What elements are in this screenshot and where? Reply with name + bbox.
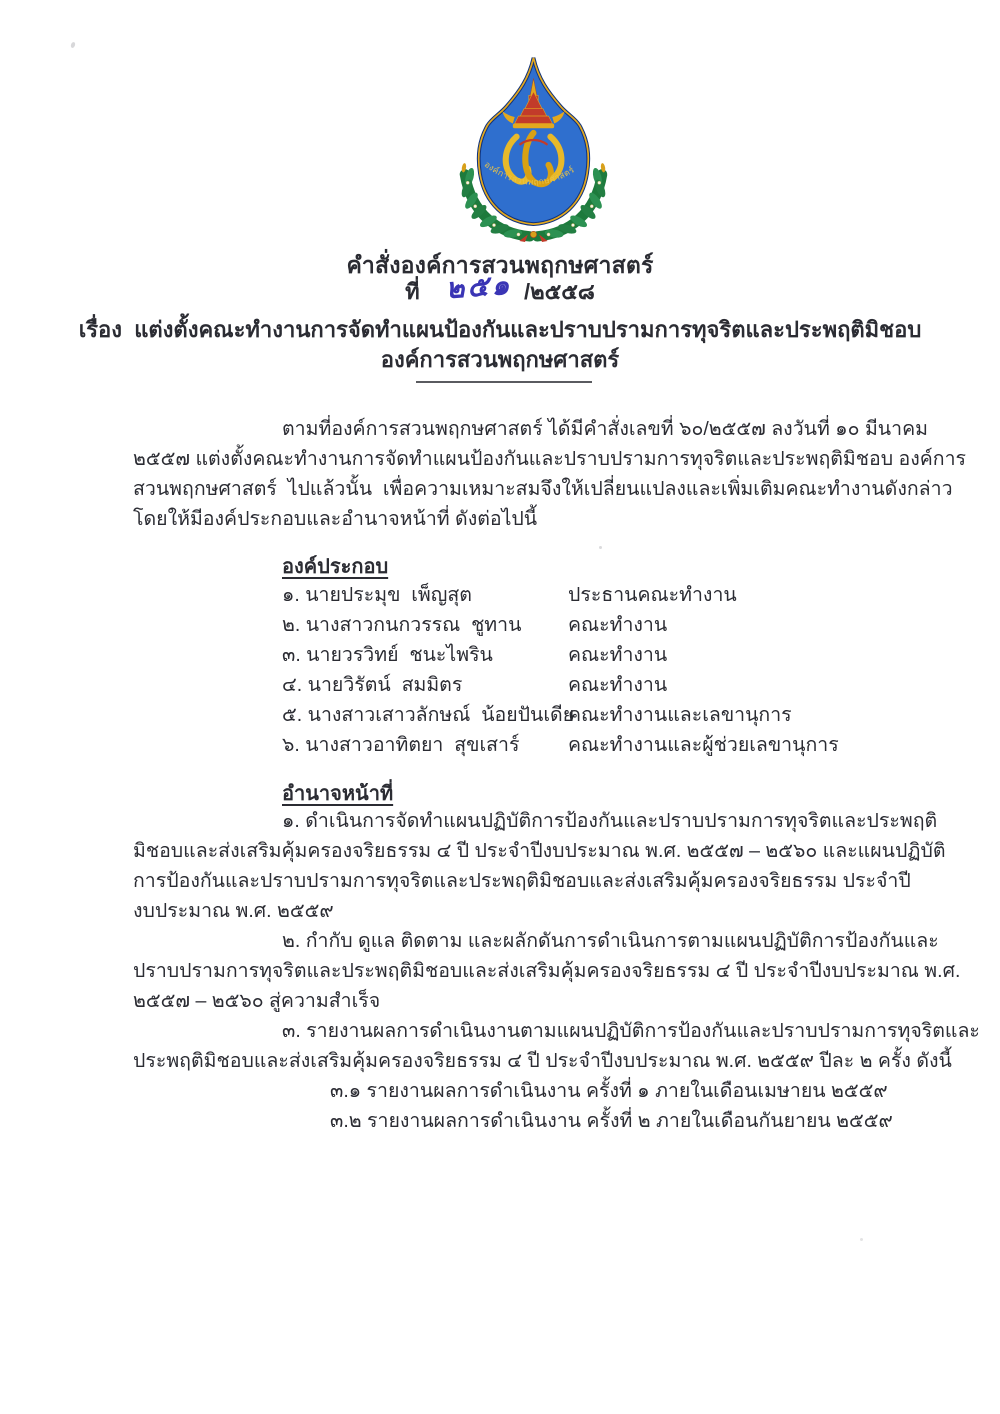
member-role: คณะทำงาน (568, 644, 668, 666)
scan-speck (860, 1238, 863, 1241)
subject-line-2: องค์การสวนพฤกษศาสตร์ (380, 347, 620, 372)
member-row (282, 610, 839, 640)
duty-line: ๓.๑ รายงานผลการดำเนินงาน ครั้งที่ ๑ ภายในเดือนเมษายน ๒๕๕๙ (330, 1080, 888, 1102)
member-row (282, 580, 839, 610)
duty-line: ๑. ดำเนินการจัดทำแผนปฏิบัติการป้องกันและปราบปรามการทุจริตและประพฤติ (282, 810, 938, 832)
divider-rule (416, 381, 592, 383)
member-name: ๑. นายประมุข เพ็ญสุต (282, 584, 472, 606)
duty-line: ๓.๒ รายงานผลการดำเนินงาน ครั้งที่ ๒ ภายในเดือนกันยายน ๒๕๕๙ (330, 1110, 893, 1132)
duty-line: การป้องกันและปราบปรามการทุจริตและประพฤติมิชอบและส่งเสริมคุ้มครองจริยธรรม ประจำปี (133, 870, 911, 892)
org-seal (430, 54, 637, 242)
member-row (282, 670, 839, 700)
duty-line: ๒๕๕๗ – ๒๕๖๐ สู่ความสำเร็จ (133, 990, 381, 1012)
member-name: ๒. นางสาวกนกวรรณ ชูทาน (282, 614, 522, 636)
member-row (282, 730, 839, 760)
org-seal-image (430, 54, 637, 242)
scan-speck (70, 41, 76, 48)
document-title: คำสั่งองค์การสวนพฤกษศาสตร์ (346, 252, 654, 278)
member-role: คณะทำงาน (568, 674, 668, 696)
duties-paragraphs (133, 806, 980, 1136)
composition-heading: องค์ประกอบ (282, 556, 389, 578)
duties-heading: อำนาจหน้าที่ (282, 783, 394, 805)
duty-line: ๒. กำกับ ดูแล ติดตาม และผลักดันการดำเนินการตามแผนปฏิบัติการป้องกันและ (282, 930, 939, 952)
scan-speck (599, 546, 602, 549)
duty-line: งบประมาณ พ.ศ. ๒๕๕๙ (133, 900, 334, 922)
intro-paragraph (133, 414, 967, 534)
member-role: ประธานคณะทำงาน (568, 584, 737, 606)
handwritten-order-number: ๒๕๑ (444, 268, 513, 305)
member-name: ๓. นายวรวิทย์ ชนะไพริน (282, 644, 493, 666)
order-number-line (0, 268, 1000, 310)
order-number-prefix: ที่ (405, 279, 420, 304)
member-name: ๔. นายวิรัตน์ สมมิตร (282, 674, 463, 696)
duty-line: ๓. รายงานผลการดำเนินงานตามแผนปฏิบัติการป้องกันและปราบปรามการทุจริตและ (282, 1020, 980, 1042)
intro-line: สวนพฤกษศาสตร์ ไปแล้วนั้น เพื่อความเหมาะสมจึงให้เปลี่ยนแปลงและเพิ่มเติมคณะทำงานดังกล่าว (133, 478, 953, 500)
duty-line: มิชอบและส่งเสริมคุ้มครองจริยธรรม ๔ ปี ประจำปีงบประมาณ พ.ศ. ๒๕๕๗ – ๒๕๖๐ และแผนปฏิบัติ (133, 840, 946, 862)
member-name: ๖. นางสาวอาทิตยา สุขเสาร์ (282, 734, 520, 756)
member-row (282, 700, 839, 730)
member-role: คณะทำงาน (568, 614, 668, 636)
member-role: คณะทำงานและผู้ช่วยเลขานุการ (568, 734, 839, 756)
duty-line: ประพฤติมิชอบและส่งเสริมคุ้มครองจริยธรรม ๔ ปี ประจำปีงบประมาณ พ.ศ. ๒๕๕๙ ปีละ ๒ ครั้ง ดังนี้ (133, 1050, 952, 1072)
intro-line: ๒๕๕๗ แต่งตั้งคณะทำงานการจัดทำแผนป้องกันและปราบปรามการทุจริตและประพฤติมิชอบ องค์การ (133, 448, 967, 470)
duty-line: ปราบปรามการทุจริตและประพฤติมิชอบและส่งเสริมคุ้มครองจริยธรรม ๔ ปี ประจำปีงบประมาณ พ.ศ. (133, 960, 961, 982)
seal-caption-text: องค์การสวนพฤกษศาสตร์ (482, 159, 577, 187)
order-number-suffix: /๒๕๕๘ (524, 279, 595, 304)
intro-line: ตามที่องค์การสวนพฤกษศาสตร์ ได้มีคำสั่งเลขที่ ๖๐/๒๕๕๗ ลงวันที่ ๑๐ มีนาคม (282, 418, 928, 440)
member-name: ๕. นางสาวเสาวลักษณ์ น้อยปันเดีย (282, 704, 575, 726)
member-role: คณะทำงานและเลขานุการ (568, 704, 792, 726)
committee-member-list (282, 580, 839, 760)
subject-line-1: เรื่อง แต่งตั้งคณะทำงานการจัดทำแผนป้องกันและปราบปรามการทุจริตและประพฤติมิชอบ (78, 317, 922, 342)
intro-line: โดยให้มีองค์ประกอบและอำนาจหน้าที่ ดังต่อไปนี้ (133, 508, 538, 530)
member-row (282, 640, 839, 670)
